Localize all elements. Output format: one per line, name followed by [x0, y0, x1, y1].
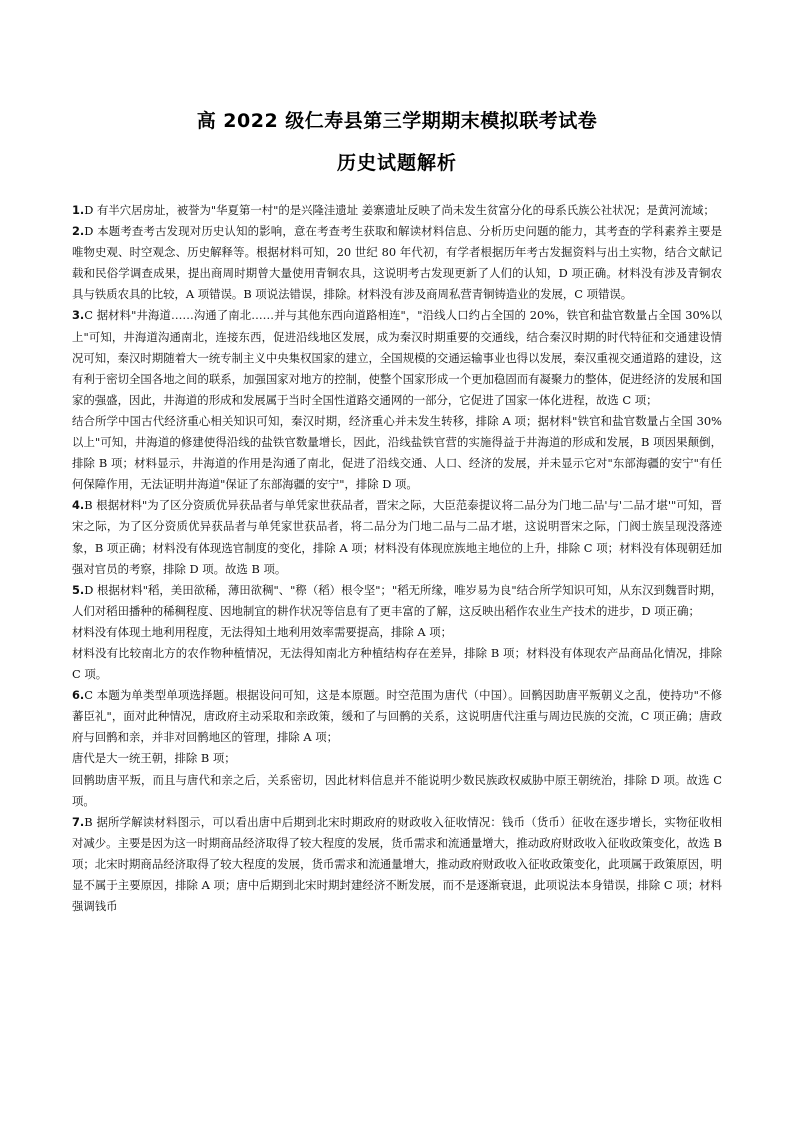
question-number: 7. — [72, 814, 85, 829]
answer-text: B 根据材料"为了区分资质优异获品者与单凭家世获品者，晋宋之际，大臣范泰提议将二品分为门地二品'与'二品才堪'"可知，晋宋之际，为了区分资质优异获品者与单凭家世获品者，将二品分为门地二品与二品才堪，这说明晋宋之际，门阀士族呈现没落迹象，B 项正确；材料没有体现选官制度的变化，排除 A 项；材料没有体现庶族地主地位的上升，排除 C 项；材料没有体现朝廷加强对官员的考察，排除 D 项。故选 B 项。 — [72, 498, 722, 576]
answer-paragraph — [72, 305, 722, 410]
question-number: 5. — [72, 582, 85, 597]
answer-text: B 据所学解读材料图示，可以看出唐中后期到北宋时期政府的财政收入征收情况：钱币（货币）征收在逐步增长，实物征收相对减少。主要是因为这一时期商品经济取得了较大程度的发展，货币需求和流通量增大，推动政府财政收入征收政策变化，故选 B 项；北宋时期商品经济取得了较大程度的发展，货币需求和流通量增大，推动政府财政收入征收政策变化，此项属于政策原因，明显不属于主要原因，排除 A 项；唐中后期到北宋时期封建经济不断发展，而不是逐渐衰退，此项说法本身错误，排除 C 项；材料强调钱币 — [72, 814, 722, 914]
answer-paragraph — [72, 643, 722, 685]
answer-text: D 有半穴居房址，被誉为"华夏第一村"的是兴隆洼遗址 姜寨遗址反映了尚未发生贫富分化的母系氏族公社状况；是黄河流域； — [84, 203, 715, 217]
answer-text: 材料没有比较南北方的农作物种植情况，无法得知南北方种植结构存在差异，排除 B 项；材料没有体现农产品商品化情况，排除 C 项。 — [72, 645, 722, 682]
question-number: 2. — [72, 224, 85, 239]
answer-text: 唐代是大一统王朝，排除 B 项； — [72, 751, 236, 766]
answer-paragraph — [72, 812, 722, 917]
answer-paragraph — [72, 221, 722, 305]
answer-text: C 本题为单类型单项选择题。根据设问可知，这是本原题。时空范围为唐代（中国）。回鹘因助唐平叛朝义之乱，使持功"不修蕃臣礼"，面对此种情况，唐政府主动采取和亲政策，缓和了与回鹘的关系，这说明唐代注重与周边民族的交流，C 项正确；唐政府与回鹘和亲，并非对回鹘地区的管理，排除 A 项； — [72, 688, 722, 745]
answer-paragraph — [72, 685, 722, 748]
answer-text: 回鹘助唐平叛，而且与唐代和亲之后，关系密切，因此材料信息并不能说明少数民族政权威胁中原王朝统治，排除 D 项。故选 C 项。 — [72, 772, 722, 808]
answer-text: 结合所学中国古代经济重心相关知识可知，秦汉时期，经济重心并未发生转移，排除 A 项；据材料"铁官和盐官数量占全国 30%以上"可知，井海道的修建使得沿线的盐铁官数量增长，因此，沿线盐铁官营的实施得益于井海道的形成和发展，B 项因果颠倒，排除 B 项；材料显示，井海道的作用是沟通了南北，促进了沿线交通、人口、经济的发展，并未显示它对"东部海疆的安宁"有任何保障作用，无法证明井海道"保证了东部海疆的安宁"，排除 D 项。 — [72, 413, 722, 492]
answer-paragraph — [72, 411, 722, 495]
answer-paragraph — [72, 495, 722, 579]
answer-paragraph — [72, 200, 722, 221]
answer-paragraph — [72, 748, 722, 769]
answer-body — [72, 200, 722, 917]
page-subtitle: 历史试题解析 — [336, 152, 457, 174]
question-number: 1. — [72, 203, 85, 217]
answer-paragraph — [72, 580, 722, 622]
answer-text: D 根据材料"稻，美田欲稀，薄田欲稠"、"穄（稻）根令坚"；"稻无所缘，唯岁易为良"结合所学知识可知，从东汉到魏晋时期，人们对稻田播种的稀稠程度、因地制宜的耕作状况等信息有了更丰富的了解，这反映出稻作农业生产技术的进步，D 项正确； — [72, 582, 722, 618]
question-number: 6. — [72, 688, 85, 703]
question-number: 4. — [72, 498, 85, 513]
question-number: 3. — [72, 308, 85, 323]
answer-paragraph — [72, 622, 722, 643]
page-title: 高 2022 级仁寿县第三学期期末模拟联考试卷 — [196, 110, 598, 132]
answer-paragraph — [72, 770, 722, 812]
answer-text: C 据材料"井海道……沟通了南北……并与其他东西向道路相连"，"沿线人口约占全国的 20%，铁官和盐官数量占全国 30%以上"可知，井海道沟通南北，连接东西，促进沿线地区发展，成为秦汉时期重要的交通线，结合秦汉时期的时代特征和交通建设情况可知，秦汉时期随着大一统专制主义中央集权国家的建立，全国规模的交通运输事业也得以发展，秦汉重视交通道路的建设，这有利于密切全国各地之间的联系，加强国家对地方的控制，使整个国家形成一个更加稳固而有凝聚力的整体，促进经济的发展和国家的强盛，因此，井海道的形成和发展属于当时全国性道路交通网的一部分，它促进了国家一体化进程，故选 C 项； — [72, 308, 722, 407]
answer-text: 材料没有体现土地利用程度，无法得知土地利用效率需要提高，排除 A 项； — [72, 624, 452, 639]
answer-text: D 本题考查考古发现对历史认知的影响，意在考查考生获取和解读材料信息、分析历史问题的能力，其考查的学科素养主要是唯物史观、时空观念、历史解释等。根据材料可知，20 世纪 80 年代初，有学者根据历年考古发掘资料与出土实物，结合文献记载和民俗学调查成果，提出商周时期曾大量使用青铜农具，这说明考古发现更新了人们的认知，D 项正确。材料没有涉及青铜农具与铁质农具的比较，A 项错误。B 项说法错误，排除。材料没有涉及商周私营青铜铸造业的发展，C 项错误。 — [72, 224, 722, 302]
